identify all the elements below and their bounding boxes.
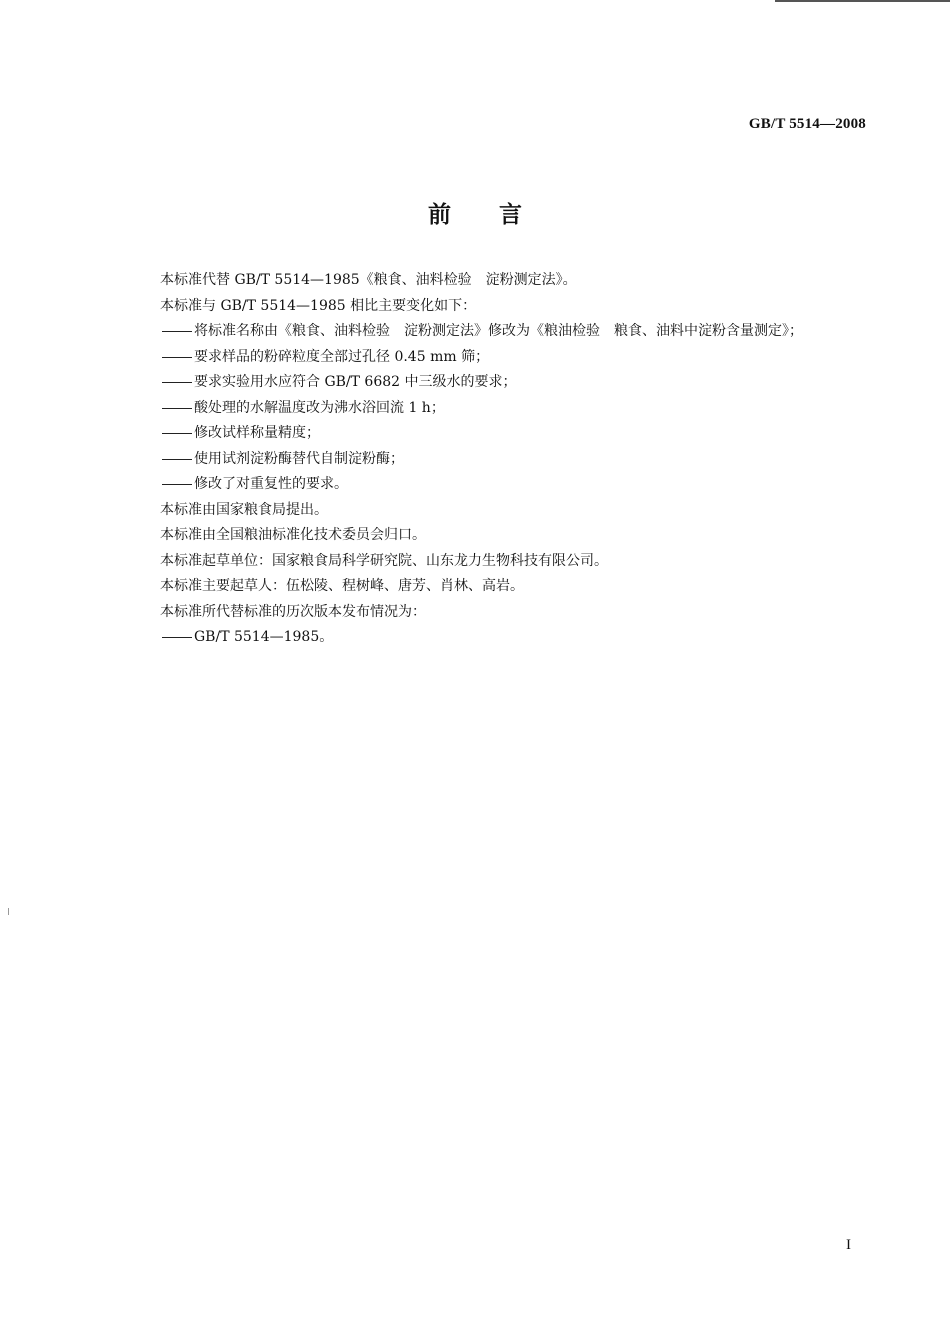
paragraph-history-intro: 本标准所代替标准的历次版本发布情况为： [160, 603, 426, 620]
dash-marker [160, 625, 194, 651]
change-text: 要求样品的粉碎粒度全部过孔径 0.45 mm 筛； [194, 348, 490, 365]
paragraph-proposed-by: 本标准由国家粮食局提出。 [160, 501, 328, 518]
change-text: 酸处理的水解温度改为沸水浴回流 1 h； [194, 399, 445, 416]
paragraph-changes-intro: 本标准与 GB/T 5514—1985 相比主要变化如下： [160, 297, 477, 314]
change-text: 修改了对重复性的要求。 [194, 476, 348, 492]
scan-speck [8, 908, 9, 915]
history-text: GB/T 5514—1985。 [194, 629, 334, 645]
dash-marker [160, 421, 194, 447]
list-item-change [160, 447, 870, 473]
list-item-change [160, 472, 870, 498]
scan-edge-line [775, 0, 950, 2]
paragraph-replaces: 本标准代替 GB/T 5514—1985《粮食、油料检验 淀粉测定法》。 [160, 272, 577, 288]
dash-marker [160, 396, 194, 422]
list-item-change [160, 345, 870, 371]
list-item-change [160, 370, 870, 396]
foreword-body [160, 268, 870, 651]
page-title: 前言 [428, 202, 570, 228]
list-item-change [160, 421, 870, 447]
dash-marker [160, 345, 194, 371]
standard-code: GB/T 5514—2008 [748, 116, 866, 132]
dash-marker [160, 472, 194, 498]
dash-marker [160, 447, 194, 473]
change-text: 修改试样称量精度； [194, 425, 320, 441]
list-item-change [160, 319, 870, 345]
change-text: 将标准名称由《粮食、油料检验 淀粉测定法》修改为《粮油检验 粮食、油料中淀粉含量测定》； [194, 323, 803, 339]
list-item-change [160, 396, 870, 422]
change-text: 要求实验用水应符合 GB/T 6682 中三级水的要求； [194, 374, 517, 390]
dash-marker [160, 370, 194, 396]
paragraph-drafting-units: 本标准起草单位：国家粮食局科学研究院、山东龙力生物科技有限公司。 [160, 552, 608, 569]
page-number: I [846, 1237, 851, 1253]
list-item-history [160, 625, 870, 651]
dash-marker [160, 319, 194, 345]
paragraph-centralized-by: 本标准由全国粮油标准化技术委员会归口。 [160, 527, 426, 543]
change-text: 使用试剂淀粉酶替代自制淀粉酶； [194, 450, 404, 467]
paragraph-drafters: 本标准主要起草人：伍松陵、程树峰、唐芳、肖林、高岩。 [160, 578, 524, 594]
